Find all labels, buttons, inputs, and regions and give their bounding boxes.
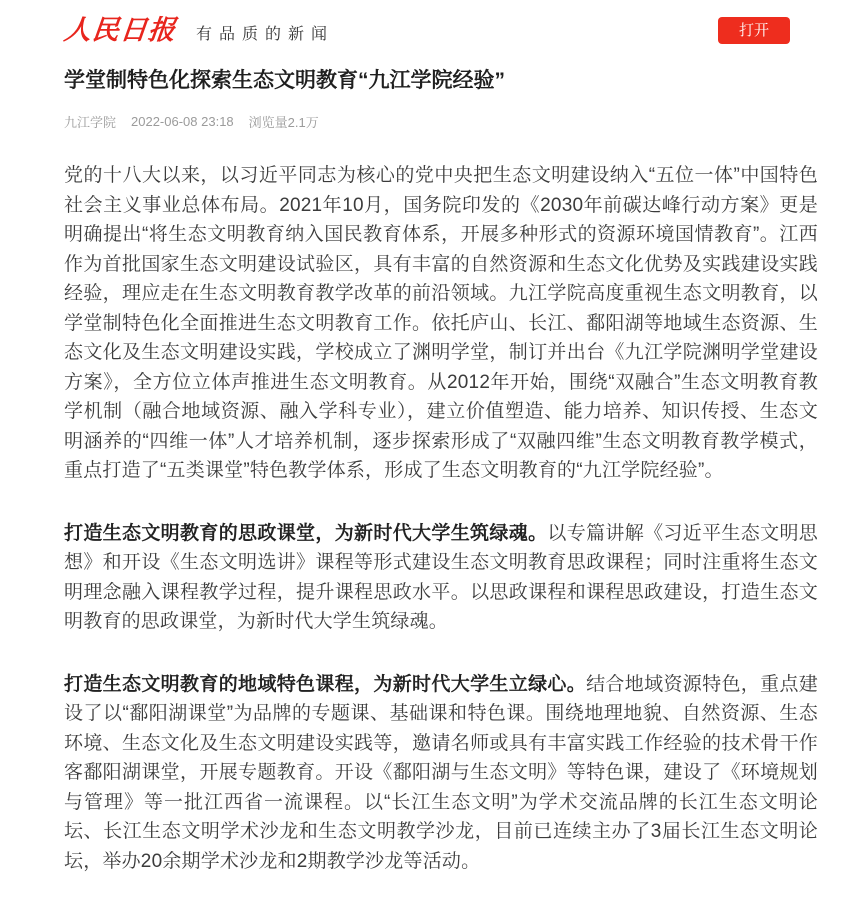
paragraph-3-lead: 打造生态文明教育的地域特色课程，为新时代大学生立绿心。 [64,673,587,695]
article-meta [64,112,818,131]
site-tagline: 有品质的新闻 [196,25,335,43]
open-app-button[interactable]: 打开 [718,17,790,44]
article-body [0,67,846,906]
paragraph-2 [64,519,818,637]
paragraph-3 [64,670,818,877]
paragraph-1 [64,161,818,486]
peoples-daily-logo[interactable]: 人民日报 [62,15,178,46]
paragraph-2-lead: 打造生态文明教育的思政课堂，为新时代大学生筑绿魂。 [64,522,548,544]
article-view-count: 浏览量2.1万 [248,115,319,131]
site-header [0,0,846,48]
article-source: 九江学院 [64,115,117,131]
paragraph-1-text: 党的十八大以来，以习近平同志为核心的党中央把生态文明建设纳入“五位一体”中国特色社会主义事业总体布局。2021年10月，国务院印发的《2030年前碳达峰行动方案》更是明确提出“将生态文明教育纳入国民教育体系，开展多种形式的资源环境国情教育”。江西作为首批国家生态文明建设试验区，具有丰富的自然资源和生态文化优势及实践建设实践经验，理应走在生态文明教育教学改革的前沿领域。九江学院高度重视生态文明教育，以学堂制特色化全面推进生态文明教育工作。依托庐山、长江、鄱阳湖等地域生态资源、生态文化及生态文明建设实践，学校成立了渊明学堂，制订并出台《九江学院渊明学堂建设方案》，全方位立体声推进生态文明教育。从2012年开始，围绕“双融合”生态文明教育教学机制（融合地域资源、融入学科专业），建立价值塑造、能力培养、知识传授、生态文明涵养的“四维一体”人才培养机制，逐步探索形成了“双融四维”生态文明教育教学模式，重点打造了“五类课堂”特色教学体系，形成了生态文明教育的“九江学院经验”。 [64,165,818,482]
article-datetime: 2022-06-08 23:18 [131,114,234,130]
article-content [64,161,818,876]
paragraph-3-text: 结合地域资源特色，重点建设了以“鄱阳湖课堂”为品牌的专题课、基础课和特色课。围绕地理地貌、自然资源、生态环境、生态文化及生态文明建设实践等，邀请名师或具有丰富实践工作经验的技术骨干作客鄱阳湖课堂，开展专题教育。开设《鄱阳湖与生态文明》等特色课，建设了《环境规划与管理》等一批江西省一流课程。以“长江生态文明”为学术交流品牌的长江生态文明论坛、长江生态文明学术沙龙和生态文明教学沙龙，目前已连续主办了3届长江生态文明论坛，举办20余期学术沙龙和2期教学沙龙等活动。 [64,673,818,872]
article-title: 学堂制特色化探索生态文明教育“九江学院经验” [64,69,505,92]
paragraph-2-text: 以专篇讲解《习近平生态文明思想》和开设《生态文明选讲》课程等形式建设生态文明教育思政课程；同时注重将生态文明理念融入课程教学过程，提升课程思政水平。以思政课程和课程思政建设，打造生态文明教育的思政课堂，为新时代大学生筑绿魂。 [64,522,818,633]
